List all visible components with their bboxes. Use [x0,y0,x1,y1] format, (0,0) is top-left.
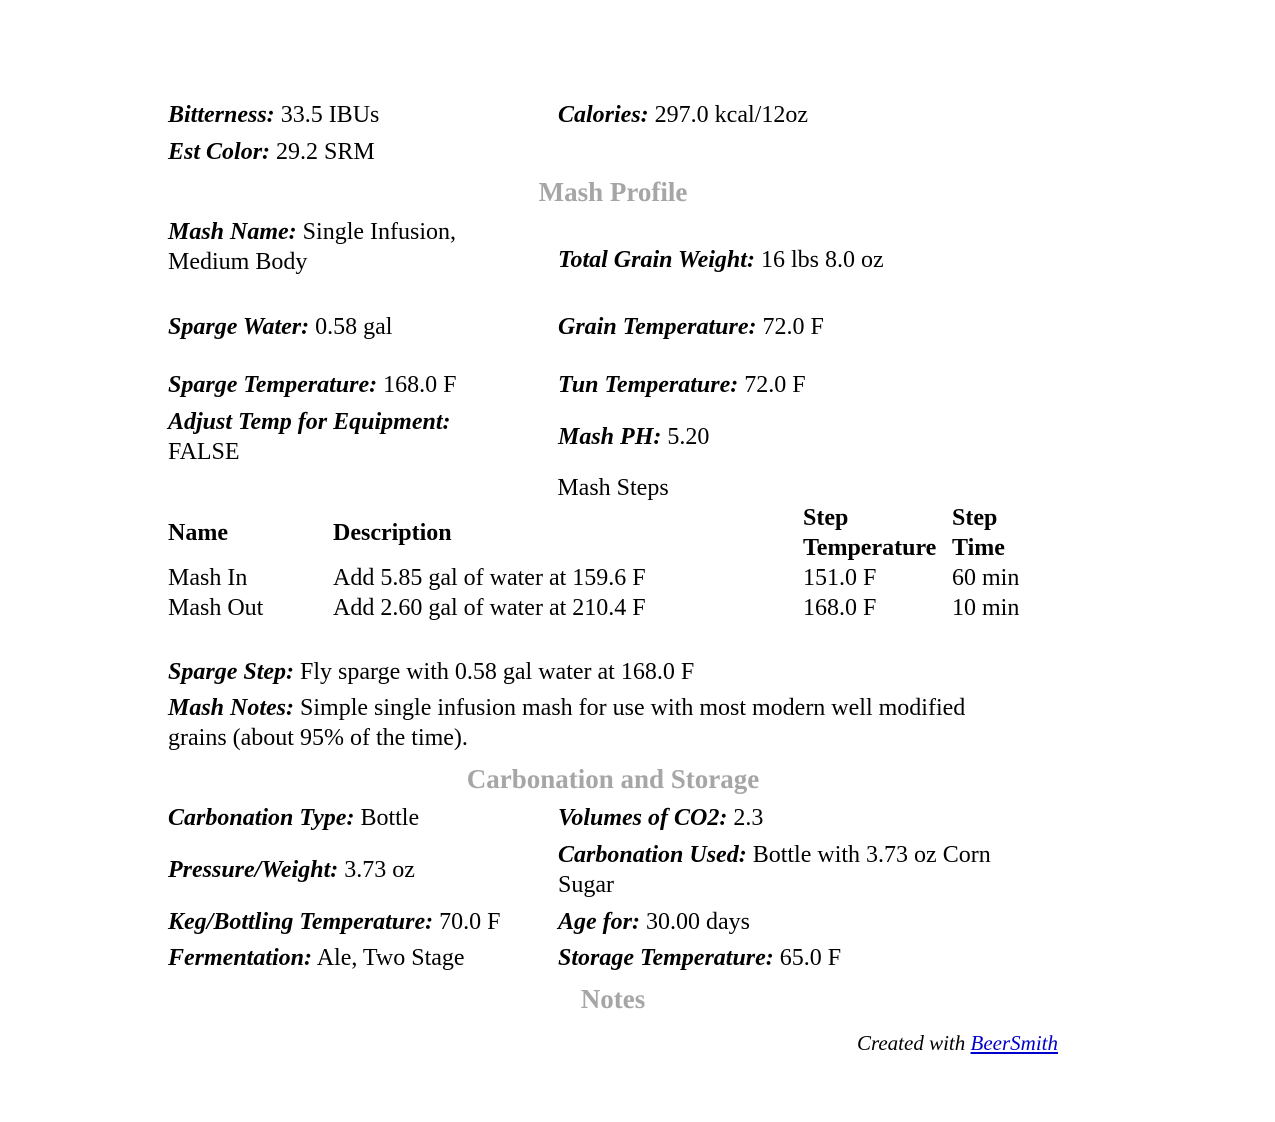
calories-value: 297.0 kcal/12oz [654,102,808,128]
mash-ph-label: Mash PH: [558,424,662,450]
adjust-temp-value: FALSE [168,439,240,465]
est-color-label: Est Color: [168,139,271,165]
est-color-field [168,137,375,167]
volumes-co2-field [558,803,763,833]
sparge-step-label: Sparge Step: [168,659,294,685]
col-header-name: Name [168,520,228,546]
tun-temp-field [558,370,806,400]
calories-field [558,100,808,130]
mash-name-label: Mash Name: [168,219,297,245]
sparge-step-field [168,657,694,687]
grain-temp-label: Grain Temperature: [558,314,757,340]
storage-temp-label: Storage Temperature: [558,945,774,971]
tun-temp-label: Tun Temperature: [558,372,739,398]
col-header-step-time-line1: Step [952,505,998,531]
mash-name-field [168,217,456,247]
beersmith-link[interactable]: BeerSmith [970,1031,1058,1055]
grain-weight-field [558,245,884,275]
bitterness-value: 33.5 IBUs [280,102,380,128]
mash-notes-value-line2: grains (about 95% of the time). [168,725,468,751]
volumes-co2-label: Volumes of CO2: [558,805,728,831]
volumes-co2-value: 2.3 [733,805,764,831]
mash-notes-value-line1: Simple single infusion mash for use with most modern well modified [300,695,966,721]
table-row-temp: 151.0 F [803,565,877,591]
pressure-weight-field [168,855,415,885]
mash-name-value-line2: Medium Body [168,249,308,275]
table-row-name: Mash Out [168,595,264,621]
storage-temp-value: 65.0 F [779,945,842,971]
sparge-step-value: Fly sparge with 0.58 gal water at 168.0 F [300,659,695,685]
calories-label: Calories: [558,102,649,128]
sparge-temp-value: 168.0 F [383,372,457,398]
col-header-step-time-line2: Time [952,535,1005,561]
bitterness-label: Bitterness: [168,102,275,128]
col-header-description: Description [333,520,452,546]
mash-ph-value: 5.20 [667,424,710,450]
table-row-name: Mash In [168,565,248,591]
mash-profile-heading: Mash Profile [538,177,688,207]
carbonation-used-value-line1: Bottle with 3.73 oz Corn [752,842,991,868]
grain-weight-value: 16 lbs 8.0 oz [760,247,884,273]
footer-credit [857,1028,1058,1058]
tun-temp-value: 72.0 F [744,372,806,398]
table-row-time: 60 min [952,565,1020,591]
sparge-water-label: Sparge Water: [168,314,310,340]
mash-ph-field [558,422,709,452]
age-for-label: Age for: [558,909,640,935]
adjust-temp-label: Adjust Temp for Equipment: [168,409,451,435]
sparge-water-field [168,312,392,342]
carbonation-type-field [168,803,419,833]
fermentation-label: Fermentation: [168,945,313,971]
carbonation-used-value-line2: Sugar [558,872,614,898]
table-row-description: Add 5.85 gal of water at 159.6 F [333,565,646,591]
age-for-value: 30.00 days [645,909,750,935]
age-for-field [558,907,750,937]
carbonation-type-value: Bottle [360,805,420,831]
mash-steps-heading: Mash Steps [557,475,669,501]
carbonation-used-label: Carbonation Used: [558,842,747,868]
sparge-water-value: 0.58 gal [315,314,393,340]
mash-name-value-line1: Single Infusion, [302,219,456,245]
sparge-temp-label: Sparge Temperature: [168,372,378,398]
keg-temp-label: Keg/Bottling Temperature: [168,909,434,935]
grain-weight-label: Total Grain Weight: [558,247,755,273]
storage-temp-field [558,943,841,973]
created-with-text: Created with [856,1031,966,1055]
table-row-description: Add 2.60 gal of water at 210.4 F [333,595,646,621]
table-row-time: 10 min [952,595,1020,621]
notes-heading: Notes [580,984,646,1014]
fermentation-value: Ale, Two Stage [316,945,465,971]
carbonation-type-label: Carbonation Type: [168,805,355,831]
pressure-weight-label: Pressure/Weight: [168,857,339,883]
pressure-weight-value: 3.73 oz [344,857,415,883]
mash-notes-label: Mash Notes: [168,695,295,721]
col-header-step-temp-line1: Step [803,505,849,531]
table-row-temp: 168.0 F [803,595,877,621]
grain-temp-value: 72.0 F [762,314,824,340]
keg-temp-value: 70.0 F [439,909,501,935]
grain-temp-field [558,312,824,342]
fermentation-field [168,943,465,973]
keg-temp-field [168,907,500,937]
est-color-value: 29.2 SRM [276,139,375,165]
bitterness-field [168,100,379,130]
col-header-step-temp-line2: Temperature [803,535,937,561]
carbonation-used-field [558,840,991,870]
carbonation-heading: Carbonation and Storage [466,764,760,794]
sparge-temp-field [168,370,456,400]
mash-notes-field [168,693,965,723]
